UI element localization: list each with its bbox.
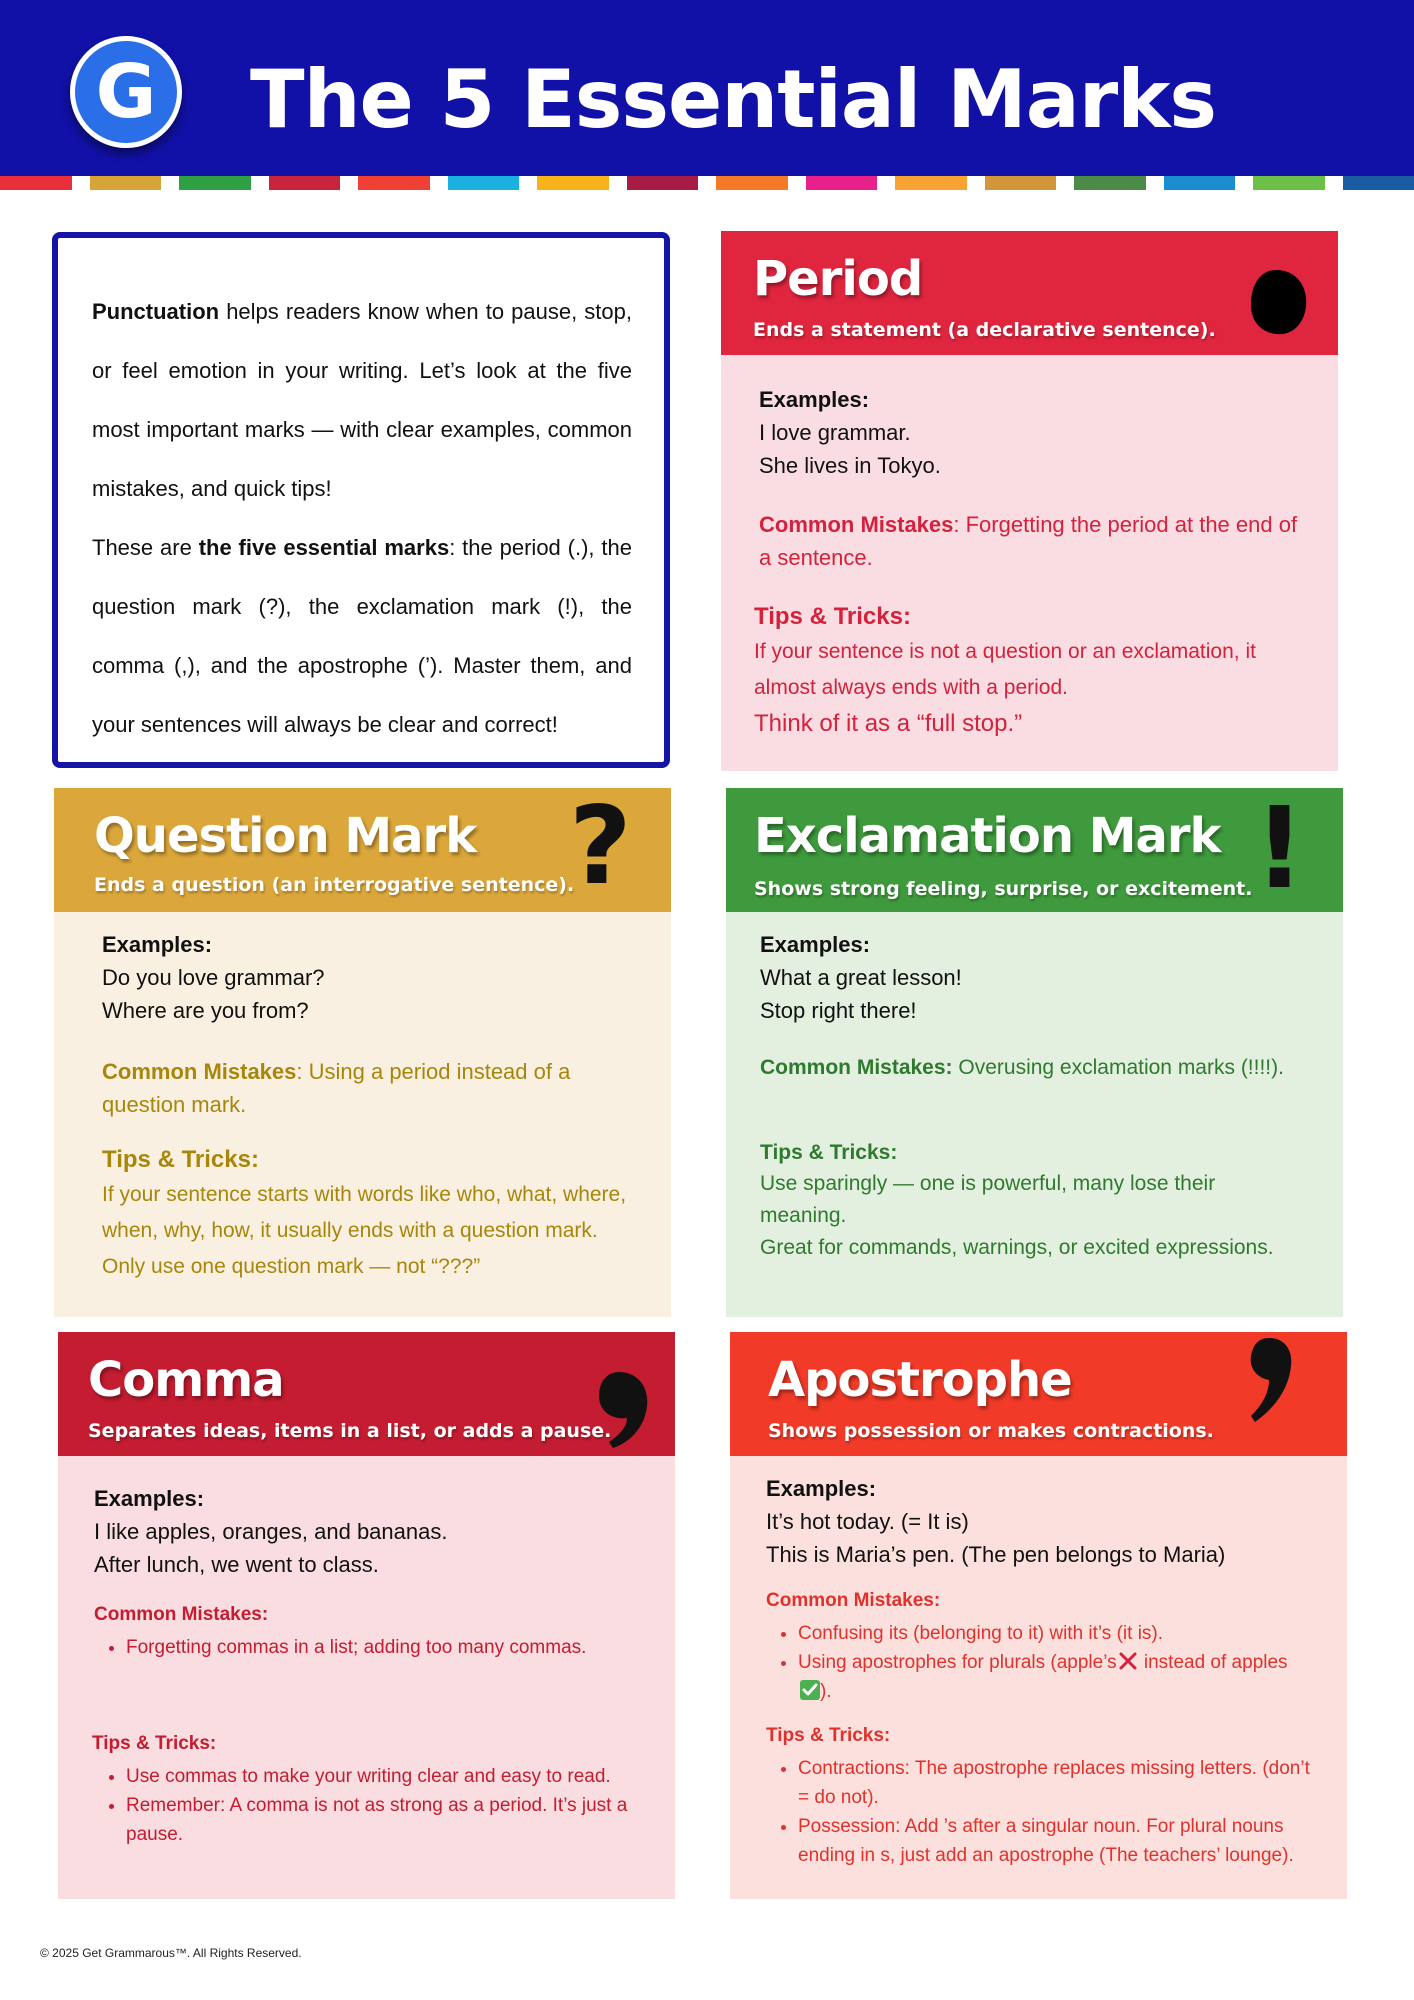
period-title: Period <box>753 251 923 307</box>
brand-logo: G <box>70 36 182 148</box>
apostrophe-card <box>730 1332 1347 1899</box>
question-mark-mistakes-text: : Using a period instead of a question mark. <box>102 1059 571 1117</box>
stripe-segment <box>358 176 430 190</box>
exclamation-mark-mistakes-text: Overusing exclamation marks (!!!!). <box>952 1056 1284 1079</box>
question-mark-card-body <box>54 912 671 1285</box>
stripe-segment <box>537 176 609 190</box>
exclamation-mark-card-header <box>726 784 1343 914</box>
apostrophe-subtitle: Shows possession or makes contractions. <box>768 1420 1214 1442</box>
exclamation-mark-example: What a great lesson! <box>760 965 962 990</box>
period-tip: If your sentence is not a question or an exclamation, it almost always ends with a period. <box>754 640 1256 699</box>
period-example: She lives in Tokyo. <box>759 453 941 478</box>
exclamation-mark-tips-label: Tips & Tricks: <box>760 1141 898 1164</box>
apostrophe-example: This is Maria’s pen. (The pen belongs to Maria) <box>766 1542 1226 1567</box>
comma-card-body <box>58 1456 675 1849</box>
exclamation-mark-tip: Use sparingly — one is powerful, many lose their meaning. <box>760 1172 1216 1227</box>
period-mistakes <box>759 508 1308 574</box>
stripe-segment <box>448 176 520 190</box>
cross-mark-icon <box>1118 1651 1138 1671</box>
mistake-text: Using apostrophes for plurals (apple’s <box>798 1652 1117 1673</box>
exclamation-mark-examples-label: Examples: <box>760 932 871 957</box>
question-mark-title: Question Mark <box>94 808 477 864</box>
comma-mistakes-label: Common Mistakes: <box>94 1604 269 1625</box>
stripe-segment <box>806 176 878 190</box>
list-item: • Use commas to make your writing clear and easy to read. <box>126 1762 635 1791</box>
exclamation-mark-mistakes <box>760 1051 1323 1084</box>
stripe-segment <box>1343 176 1414 190</box>
apostrophe-title: Apostrophe <box>768 1352 1072 1408</box>
comma-mistakes-list <box>94 1633 655 1662</box>
stripe-segment <box>269 176 341 190</box>
list-item: • Forgetting commas in a list; adding too many commas. <box>126 1633 655 1662</box>
comma-card <box>58 1332 675 1899</box>
apostrophe-examples-label: Examples: <box>766 1476 877 1501</box>
list-item: • Possession: Add ’s after a singular noun. For plural nouns ending in s, just add an apostrophe (The teachers’ lounge). <box>798 1812 1311 1870</box>
period-example: I love grammar. <box>759 420 911 445</box>
stripe-segment <box>1074 176 1146 190</box>
question-mark-icon: ? <box>569 784 632 909</box>
stripe-segment <box>985 176 1057 190</box>
period-examples-label: Examples: <box>759 387 870 412</box>
intro-paragraph-2 <box>92 518 632 754</box>
period-card-header <box>721 231 1338 355</box>
stripe-segment <box>90 176 162 190</box>
intro-paragraph-1 <box>92 282 632 518</box>
stripe-segment <box>627 176 699 190</box>
exclamation-mark-card-body <box>726 912 1343 1264</box>
comma-mark-icon <box>591 1370 653 1450</box>
exclamation-mark-mistakes-label: Common Mistakes: <box>760 1056 953 1079</box>
question-mark-examples-label: Examples: <box>102 932 213 957</box>
period-subtitle: Ends a statement (a declarative sentence). <box>753 319 1216 341</box>
question-mark-mistakes-label: Common Mistakes <box>102 1059 297 1084</box>
question-mark-card <box>54 784 671 1317</box>
exclamation-mark-example: Stop right there! <box>760 998 917 1023</box>
apostrophe-mark-icon <box>1245 1336 1297 1424</box>
page-title: The 5 Essential Marks <box>250 53 1217 146</box>
exclamation-mark-icon: ! <box>1254 784 1306 914</box>
comma-card-header <box>58 1332 675 1456</box>
question-mark-tips-label: Tips & Tricks: <box>102 1146 259 1173</box>
intro-text: These are <box>92 535 199 560</box>
question-mark-subtitle: Ends a question (an interrogative sentence). <box>94 874 575 896</box>
period-tips-label: Tips & Tricks: <box>754 603 911 630</box>
apostrophe-example: It’s hot today. (= It is) <box>766 1509 969 1534</box>
intro-text: helps readers know when to pause, stop, or feel emotion in your writing. Let’s look at the five most important marks — with clear examples, common mistakes, and quick tips! <box>92 299 632 501</box>
stripe-segment <box>1253 176 1325 190</box>
apostrophe-card-body <box>730 1456 1347 1870</box>
intro-bold-term: the five essential marks <box>198 535 450 560</box>
check-mark-icon <box>800 1680 820 1700</box>
stripe-segment <box>716 176 788 190</box>
period-mistakes-label: Common Mistakes <box>759 512 954 537</box>
comma-subtitle: Separates ideas, items in a list, or adds a pause. <box>88 1420 612 1442</box>
question-mark-card-header <box>54 784 671 912</box>
comma-example: I like apples, oranges, and bananas. <box>94 1519 448 1544</box>
mistake-text: instead of apples <box>1138 1652 1288 1673</box>
apostrophe-tips-list <box>766 1754 1327 1870</box>
comma-title: Comma <box>88 1352 284 1408</box>
intro-bold-term: Punctuation <box>92 299 220 324</box>
exclamation-mark-card <box>726 784 1343 1317</box>
intro-text: : the period (.), the question mark (?), the exclamation mark (!), the comma (,), and the apostrophe (’). Master them, and your sentences will always be clear and correct! <box>92 535 632 737</box>
color-stripe <box>0 176 1414 190</box>
stripe-segment <box>179 176 251 190</box>
question-mark-mistakes <box>102 1055 651 1121</box>
stripe-segment <box>1164 176 1236 190</box>
period-mark-icon <box>1246 266 1310 338</box>
list-item <box>798 1648 1297 1706</box>
comma-example: After lunch, we went to class. <box>94 1552 379 1577</box>
comma-examples-label: Examples: <box>94 1486 205 1511</box>
question-mark-tip: If your sentence starts with words like who, what, where, when, why, how, it usually ends with a question mark. <box>102 1183 627 1242</box>
comma-tips-list <box>94 1762 655 1849</box>
question-mark-example: Where are you from? <box>102 998 309 1023</box>
copyright-footer: © 2025 Get Grammarous™. All Rights Reserved. <box>40 1946 302 1960</box>
list-item: • Remember: A comma is not as strong as a period. It’s just a pause. <box>126 1791 635 1849</box>
apostrophe-mistakes-label: Common Mistakes: <box>766 1590 941 1611</box>
apostrophe-card-header <box>730 1332 1347 1456</box>
apostrophe-mistakes-list <box>766 1619 1327 1706</box>
question-mark-tip: Only use one question mark — not “???” <box>102 1255 481 1278</box>
list-item: • Contractions: The apostrophe replaces missing letters. (don’t = do not). <box>798 1754 1311 1812</box>
exclamation-mark-subtitle: Shows strong feeling, surprise, or excitement. <box>754 878 1253 900</box>
comma-tips-label: Tips & Tricks: <box>92 1733 217 1754</box>
mistake-text: ). <box>820 1681 832 1702</box>
period-card-body <box>721 355 1338 742</box>
list-item: • Confusing its (belonging to it) with it’s (it is). <box>798 1619 1297 1648</box>
question-mark-example: Do you love grammar? <box>102 965 325 990</box>
period-tip: Think of it as a “full stop.” <box>754 710 1023 737</box>
period-mistakes-text: : Forgetting the period at the end of a sentence. <box>759 512 1298 570</box>
period-card <box>721 231 1338 771</box>
apostrophe-tips-label: Tips & Tricks: <box>766 1725 891 1746</box>
stripe-segment <box>0 176 72 190</box>
intro-box <box>52 232 670 768</box>
exclamation-mark-tip: Great for commands, warnings, or excited expressions. <box>760 1236 1274 1259</box>
exclamation-mark-title: Exclamation Mark <box>754 808 1221 864</box>
stripe-segment <box>895 176 967 190</box>
